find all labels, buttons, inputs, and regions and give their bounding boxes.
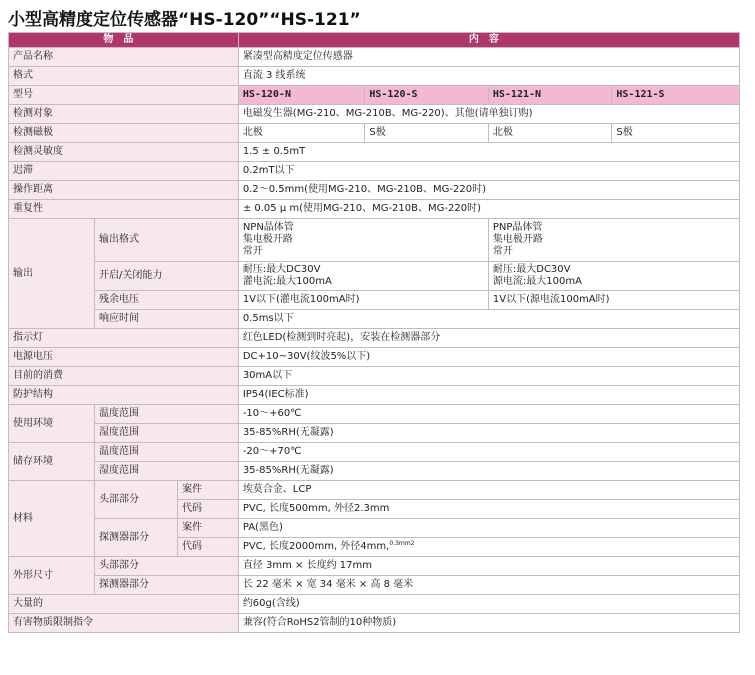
- sub-sub-label: 代码: [178, 538, 239, 557]
- text-line: 耐压:最大DC30V: [242, 264, 321, 275]
- row-value: IP54(IEC标准): [238, 386, 739, 405]
- row-value: 埃莫合金、LCP: [238, 481, 739, 500]
- text-line: 常开: [242, 246, 263, 257]
- table-row: [9, 462, 740, 481]
- table-row: [9, 443, 740, 462]
- code-superscript: 0.3mm2: [389, 540, 415, 547]
- table-row: [9, 200, 740, 219]
- row-value: 红色LED(检测到时亮起)，安装在检测器部分: [238, 329, 739, 348]
- npn-switching: [238, 262, 488, 291]
- header-content: 内容: [238, 33, 739, 48]
- header-item: 物品: [9, 33, 239, 48]
- spec-table: [8, 32, 740, 633]
- sub-sub-label: 案件: [178, 519, 239, 538]
- row-label: 指示灯: [9, 329, 239, 348]
- text-line: NPN晶体管: [242, 222, 294, 233]
- table-header-row: [9, 33, 740, 48]
- sub-label: 头部部分: [95, 481, 178, 519]
- table-row: [9, 124, 740, 143]
- row-value: 0.2mT以下: [238, 162, 739, 181]
- model-value: HS-120-N: [238, 86, 365, 105]
- table-row: [9, 348, 740, 367]
- row-label: 型号: [9, 86, 239, 105]
- pole-value: S极: [365, 124, 489, 143]
- npn-residual: 1V以下(灌电流100mA时): [238, 291, 488, 310]
- table-row: [9, 310, 740, 329]
- npn-output-format: [238, 219, 488, 262]
- sub-sub-label: 案件: [178, 481, 239, 500]
- code-text: PVC, 长度2000mm, 外径4mm,: [242, 541, 390, 552]
- table-row: [9, 386, 740, 405]
- group-label: 输出: [9, 219, 95, 329]
- sub-sub-label: 代码: [178, 500, 239, 519]
- table-row: [9, 219, 740, 262]
- row-value: 长 22 毫米 × 宽 34 毫米 × 高 8 毫米: [238, 576, 739, 595]
- sub-label: 响应时间: [95, 310, 239, 329]
- sub-label: 残余电压: [95, 291, 239, 310]
- text-line: 集电极开路: [492, 234, 543, 245]
- row-label: 格式: [9, 67, 239, 86]
- table-row: [9, 519, 740, 538]
- model-row: [9, 86, 740, 105]
- text-line: 集电极开路: [242, 234, 293, 245]
- row-label: 检测对象: [9, 105, 239, 124]
- row-value: -20～+70℃: [238, 443, 739, 462]
- group-label: 材料: [9, 481, 95, 557]
- table-row: [9, 291, 740, 310]
- text-line: 源电流:最大100mA: [492, 276, 582, 287]
- row-value: 30mA以下: [238, 367, 739, 386]
- table-row: [9, 424, 740, 443]
- pnp-output-format: [488, 219, 739, 262]
- row-label: 防护结构: [9, 386, 239, 405]
- sub-label: 输出格式: [95, 219, 239, 262]
- table-row: [9, 367, 740, 386]
- sub-label: 温度范围: [95, 405, 239, 424]
- row-value: ± 0.05 μ m(使用MG-210、MG-210B、MG-220时): [238, 200, 739, 219]
- group-label: 外形尺寸: [9, 557, 95, 595]
- group-label: 使用环境: [9, 405, 95, 443]
- model-value: HS-121-N: [488, 86, 612, 105]
- row-value: 兼容(符合RoHS2管制的10种物质): [238, 614, 739, 633]
- table-row: [9, 595, 740, 614]
- model-value: HS-121-S: [612, 86, 740, 105]
- row-value: 电磁发生器(MG-210、MG-210B、MG-220)、其他(请单独订购): [238, 105, 739, 124]
- row-value: 直径 3mm × 长度约 17mm: [238, 557, 739, 576]
- row-value: 直流 3 线系统: [238, 67, 739, 86]
- row-label: 产品名称: [9, 48, 239, 67]
- text-line: 灌电流:最大100mA: [242, 276, 332, 287]
- page-title: 小型高精度定位传感器“HS-120”“HS-121”: [8, 10, 361, 30]
- row-label: 电源电压: [9, 348, 239, 367]
- row-value: 0.5ms以下: [238, 310, 739, 329]
- text-line: 耐压:最大DC30V: [492, 264, 571, 275]
- pnp-residual: 1V以下(源电流100mA时): [488, 291, 739, 310]
- table-row: [9, 67, 740, 86]
- table-row: [9, 105, 740, 124]
- pole-value: 北极: [238, 124, 365, 143]
- sub-label: 头部部分: [95, 557, 239, 576]
- row-label: 检测灵敏度: [9, 143, 239, 162]
- sub-label: 探测器部分: [95, 519, 178, 557]
- table-row: [9, 48, 740, 67]
- table-row: [9, 329, 740, 348]
- row-value: 约60g(含线): [238, 595, 739, 614]
- sub-label: 湿度范围: [95, 424, 239, 443]
- row-label: 重复性: [9, 200, 239, 219]
- text-line: 常开: [492, 246, 513, 257]
- table-row: [9, 262, 740, 291]
- row-value: 0.2～0.5mm(使用MG-210、MG-210B、MG-220时): [238, 181, 739, 200]
- row-label: 目前的消费: [9, 367, 239, 386]
- table-row: [9, 614, 740, 633]
- row-value: [238, 538, 739, 557]
- row-value: 35-85%RH(无凝露): [238, 424, 739, 443]
- pole-value: 北极: [488, 124, 612, 143]
- pole-value: S极: [612, 124, 740, 143]
- group-label: 储存环境: [9, 443, 95, 481]
- sub-label: 湿度范围: [95, 462, 239, 481]
- table-row: [9, 557, 740, 576]
- row-value: 1.5 ± 0.5mT: [238, 143, 739, 162]
- row-label: 大量的: [9, 595, 239, 614]
- row-value: -10～+60℃: [238, 405, 739, 424]
- table-row: [9, 162, 740, 181]
- row-value: 35-85%RH(无凝露): [238, 462, 739, 481]
- row-value: DC+10~30V(纹波5%以下): [238, 348, 739, 367]
- row-label: 有害物质限制指令: [9, 614, 239, 633]
- sub-label: 开启/关闭能力: [95, 262, 239, 291]
- table-row: [9, 405, 740, 424]
- model-value: HS-120-S: [365, 86, 489, 105]
- row-value: PA(黑色): [238, 519, 739, 538]
- row-label: 检测磁极: [9, 124, 239, 143]
- row-value: PVC, 长度500mm, 外径2.3mm: [238, 500, 739, 519]
- sub-label: 探测器部分: [95, 576, 239, 595]
- table-row: [9, 143, 740, 162]
- table-row: [9, 576, 740, 595]
- row-label: 操作距离: [9, 181, 239, 200]
- pnp-switching: [488, 262, 739, 291]
- sub-label: 温度范围: [95, 443, 239, 462]
- table-row: [9, 481, 740, 500]
- text-line: PNP晶体管: [492, 222, 543, 233]
- row-label: 迟滞: [9, 162, 239, 181]
- table-row: [9, 181, 740, 200]
- row-value: 紧凑型高精度定位传感器: [238, 48, 739, 67]
